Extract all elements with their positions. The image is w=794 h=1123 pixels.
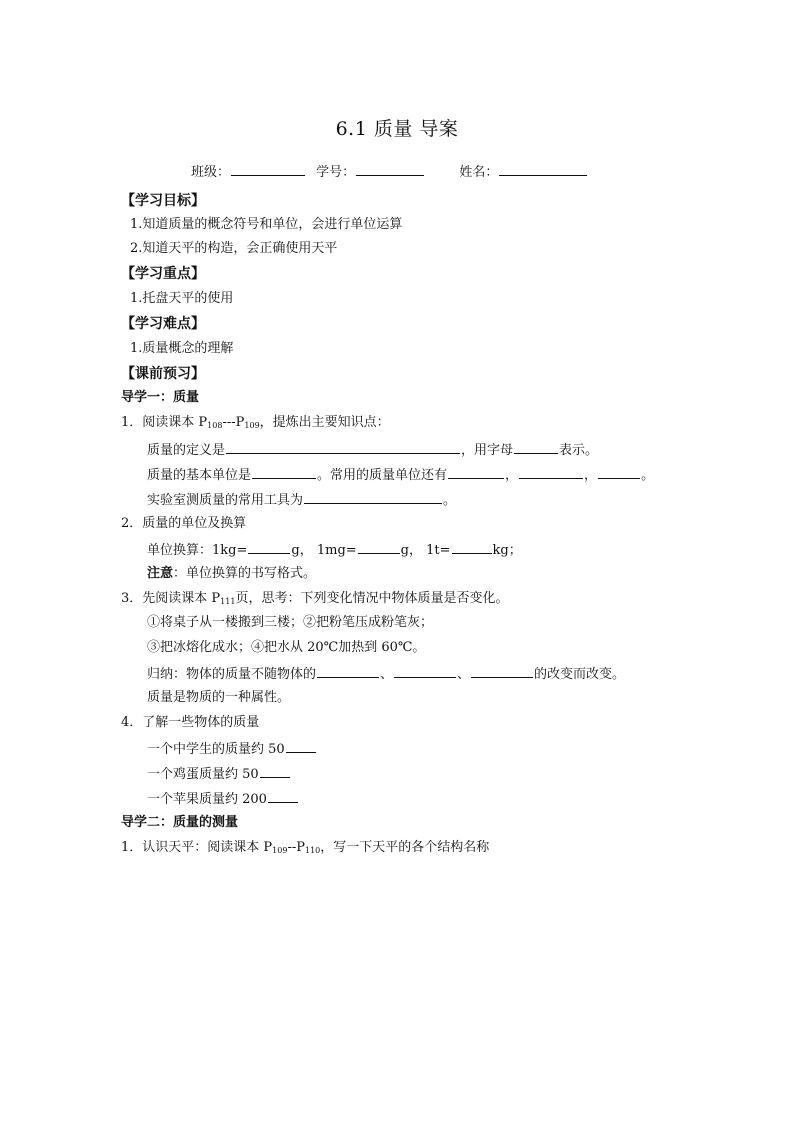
page-subscript: 108 [207, 421, 223, 430]
difficulty-item: 1.质量概念的理解 [130, 341, 234, 356]
preview-heading: 【课前预习】 [121, 366, 205, 382]
line-text: 、 [457, 667, 471, 682]
note-line [147, 565, 316, 583]
guide1-q3 [121, 590, 508, 608]
guide1-heading: 导学一：质量 [121, 390, 200, 405]
name-label: 姓名： [459, 165, 499, 180]
info-row [191, 162, 588, 182]
lab-tool-line [147, 490, 456, 510]
change-case-line: ③把冰熔化成水；④把水从 20℃加热到 60℃。 [147, 640, 426, 655]
guide2-heading: 导学二：质量的测量 [121, 815, 239, 830]
property-line: 质量是物质的一种属性。 [147, 690, 291, 705]
question-number: 1． [121, 840, 143, 855]
key-point-item: 1.托盘天平的使用 [130, 291, 234, 306]
tool-blank[interactable] [304, 490, 442, 504]
unit-conversion-line [147, 540, 522, 560]
question-text: ---P [222, 415, 245, 430]
conversion-blank[interactable] [248, 540, 290, 554]
student-id-label: 学号： [316, 165, 356, 180]
key-points-heading: 【学习重点】 [121, 266, 205, 282]
guide2-q1 [121, 839, 489, 857]
guide1-q4 [121, 714, 259, 732]
symbol-blank[interactable] [514, 440, 558, 454]
line-text: 一个鸡蛋质量约 50 [147, 767, 259, 782]
line-text: 质量的定义是 [147, 443, 226, 458]
question-text: --P [287, 840, 305, 855]
summary-line [147, 664, 625, 684]
unit-answer-blank[interactable] [268, 789, 298, 803]
mass-unit-line [147, 465, 654, 485]
objective-item: 2.知道天平的构造，会正确使用天平 [130, 241, 338, 256]
summary-blank[interactable] [317, 664, 379, 678]
line-text: 1t= [426, 543, 451, 558]
objectives-heading: 【学习目标】 [121, 193, 205, 209]
question-text: 了解一些物体的质量 [142, 715, 260, 730]
note-label: 注意 [147, 566, 174, 581]
line-text: 的改变而改变。 [534, 667, 626, 682]
question-number: 2． [121, 516, 143, 531]
page-subscript: 110 [305, 846, 321, 855]
difficulties-heading: 【学习难点】 [121, 316, 205, 332]
line-text: 一个苹果质量约 200 [147, 792, 267, 807]
line-text: 1kg= [212, 543, 248, 558]
question-text: 先阅读课本 P [142, 591, 221, 606]
student-id-blank[interactable] [356, 162, 424, 176]
line-text: 表示。 [559, 443, 599, 458]
mass-example-line [147, 764, 291, 784]
page-subscript: 109 [244, 421, 260, 430]
question-number: 1． [121, 415, 143, 430]
line-text: ， [505, 468, 519, 483]
objective-item: 1.知道质量的概念符号和单位，会进行单位运算 [130, 217, 403, 232]
line-text: g， [291, 543, 313, 558]
line-text: g， [400, 543, 422, 558]
line-text: 归纳：物体的质量不随物体的 [147, 667, 317, 682]
line-text: 一个中学生的质量约 50 [147, 742, 285, 757]
summary-blank[interactable] [471, 664, 533, 678]
guide1-q1 [121, 414, 390, 432]
name-blank[interactable] [499, 162, 587, 176]
page-subscript: 111 [220, 597, 236, 606]
line-text: 。常用的质量单位还有 [317, 468, 448, 483]
mass-definition-line [147, 440, 598, 460]
line-text: 。 [641, 468, 655, 483]
question-text: ，写一下天平的各个结构名称 [320, 840, 490, 855]
question-text: 质量的单位及换算 [142, 516, 247, 531]
unit-answer-blank[interactable] [260, 764, 290, 778]
change-case-line: ①将桌子从一楼搬到三楼；②把粉笔压成粉笔灰； [147, 615, 434, 630]
question-text: 页，思考：下列变化情况中物体质量是否变化。 [235, 591, 509, 606]
unit-answer-blank[interactable] [286, 739, 316, 753]
question-number: 4． [121, 715, 143, 730]
note-text: ：单位换算的书写格式。 [173, 566, 317, 581]
base-unit-blank[interactable] [252, 465, 316, 479]
line-text: 1mg= [316, 543, 357, 558]
line-text: 质量的基本单位是 [147, 468, 252, 483]
line-text: 。 [443, 493, 457, 508]
guide1-q2 [121, 515, 246, 533]
class-blank[interactable] [231, 162, 305, 176]
line-text: ， [584, 468, 598, 483]
definition-blank[interactable] [226, 440, 460, 454]
unit-blank[interactable] [448, 465, 504, 479]
line-text: 单位换算： [147, 543, 213, 558]
question-text: ，提炼出主要知识点： [259, 415, 390, 430]
line-text: kg； [492, 543, 522, 558]
page-title: 6.1 质量 导案 [335, 118, 459, 140]
line-text: 、 [380, 667, 394, 682]
question-text: 阅读课本 P [142, 415, 208, 430]
line-text: ，用字母 [461, 443, 514, 458]
mass-example-line [147, 739, 317, 759]
question-number: 3． [121, 591, 143, 606]
unit-blank[interactable] [598, 465, 640, 479]
page-subscript: 109 [272, 846, 288, 855]
class-label: 班级： [191, 165, 231, 180]
line-text: 实验室测质量的常用工具为 [147, 493, 304, 508]
conversion-blank[interactable] [358, 540, 400, 554]
summary-blank[interactable] [394, 664, 456, 678]
mass-example-line [147, 789, 299, 809]
question-text: 认识天平：阅读课本 P [142, 840, 273, 855]
unit-blank[interactable] [519, 465, 583, 479]
conversion-blank[interactable] [452, 540, 492, 554]
